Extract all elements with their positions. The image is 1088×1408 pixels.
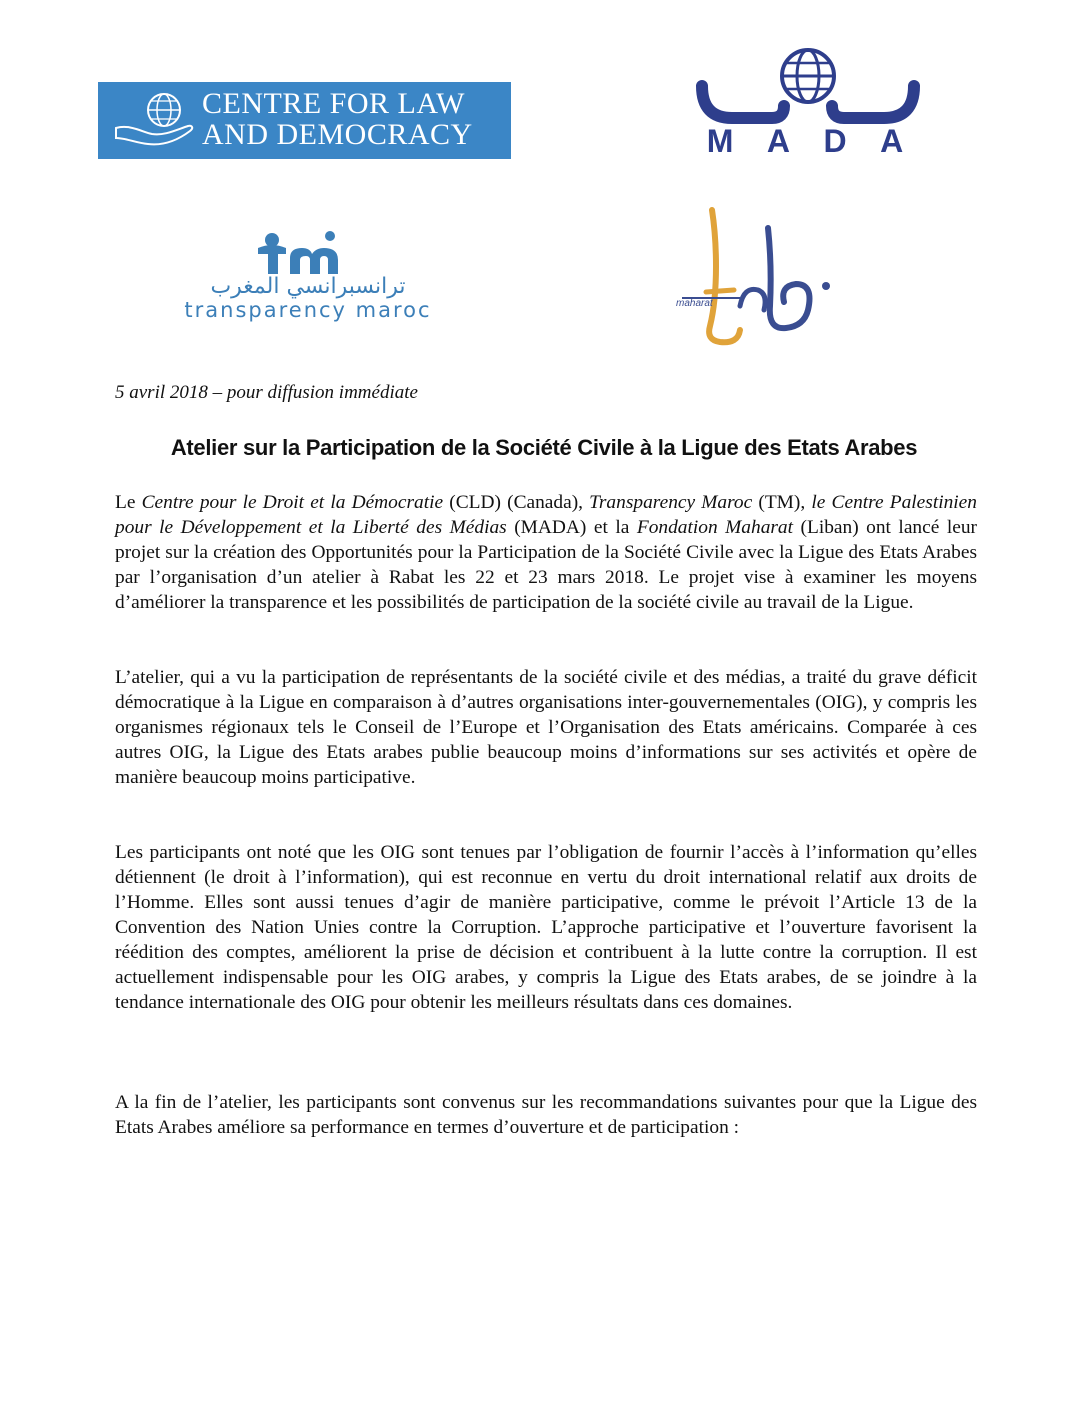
maharat-label: maharat <box>676 298 713 309</box>
paragraph-4: A la fin de l’atelier, les participants sont convenus sur les recommandations suivantes pour que la Ligue des Etats Arabes améliore sa performance en termes d’ouverture et de participation : <box>115 1092 977 1138</box>
para1-org-maharat: Fondation Maharat <box>636 517 794 538</box>
tm-latin-text: transparency maroc <box>184 298 432 322</box>
mada-logo-text <box>692 124 922 159</box>
paragraph-3: Les participants ont noté que les OIG sont tenues par l’obligation de fournir l’accès à l’information qu’elles détiennent (le droit à l’information), qui est reconnue en vertu du droit international relatif aux droits de l’Homme. Elles sont aussi tenues d’agir de manière participative, comme le prévoit l’Article 13 de la Convention des Nation Unies contre la Corruption. L’approche participative et l’ouverture favorisent la réédition des comptes, améliorent la prise de décision et contribuent à la lutte contre la corruption. Il est actuellement indispensable pour les OIG arabes, y compris la Ligue des Etats arabes, de se joindre à la tendance internationale des OIG pour obtenir les meilleurs résultats dans ces domaines. <box>115 842 977 1013</box>
paragraph-1 <box>115 490 977 615</box>
para1-text: (TM), <box>752 492 812 513</box>
document-title: Atelier sur la Participation de la Société Civile à la Ligue des Etats Arabes <box>170 435 918 460</box>
hand-globe-icon <box>112 88 198 154</box>
paragraph-2: L’atelier, qui a vu la participation de représentants de la société civile et des médias, a traité du grave déficit démocratique à la Ligue en comparaison à d’autres organisations inter-gouvernementales (OIG), y compris les organismes régionaux tels le Conseil de l’Europe et l’Organisation des Etats américains. Comparée à ces autres OIG, la Ligue des Etats arabes publie beaucoup moins d’informations sur ses activités et opère de manière beaucoup moins participative. <box>115 667 977 788</box>
mada-letter: A <box>766 123 795 159</box>
para1-text: (CLD) (Canada), <box>443 492 590 513</box>
cld-logo <box>98 82 511 159</box>
maharat-calligraphy-icon <box>676 206 836 354</box>
tm-figure-icon <box>150 228 470 278</box>
mada-letter: A <box>880 123 908 159</box>
para1-text: (MADA) et la <box>506 517 637 538</box>
para1-text: (Liban) ont lancé leur projet sur la création des Opportunités pour la Participation de la Société Civile avec la Ligue des Etats Arabes par l’organisation d’un atelier à Rabat les 22 et 23 mars 2018. Le projet vise à examiner les moyens d’améliorer la transparence et les possibilités de participation de la société civile au travail de la Ligue. <box>115 517 977 613</box>
transparency-maroc-logo <box>150 228 470 328</box>
para1-org-cld: Centre pour le Droit et la Démocratie <box>141 492 444 513</box>
para1-org-tm: Transparency Maroc <box>589 492 753 513</box>
cld-logo-line2: AND DEMOCRACY <box>202 118 473 151</box>
mada-letter: M <box>706 123 738 159</box>
tm-arabic-text: ترانسبرانسي المغرب <box>210 274 406 299</box>
date-line: 5 avril 2018 – pour diffusion immédiate <box>115 382 418 403</box>
maharat-logo <box>676 206 836 354</box>
cld-logo-line1: CENTRE FOR LAW <box>202 87 465 120</box>
mada-letter: D <box>823 123 851 159</box>
mada-logo <box>692 46 924 166</box>
para1-org-mada: le Centre Palestinien pour le Développement et la Liberté des Médias <box>115 492 977 538</box>
globe-icon <box>692 46 924 126</box>
para1-text: Le <box>115 492 142 513</box>
